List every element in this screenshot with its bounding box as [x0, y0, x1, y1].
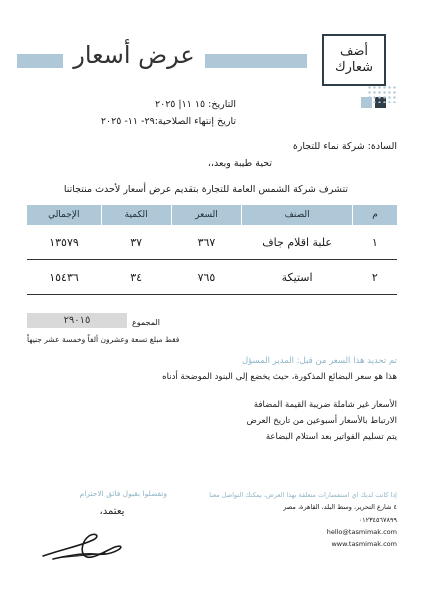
date-block: [101, 96, 236, 130]
expiry-date: تاريخ إنتهاء الصلاحية:٢٩- ١١- ٢٠٢٥: [100, 116, 236, 127]
col-header-total: الإجمالي: [27, 205, 101, 225]
logo-line-1: أضف: [339, 44, 369, 59]
row-item: علبة اقلام جاف: [242, 225, 353, 260]
recipient: السادة: شركة نماء للتجارة: [292, 141, 397, 152]
contact-email: hello@tasmimak.com: [326, 527, 397, 536]
condition-item: الارتباط بالأسعار أسبوعين من تاريخ العرض: [246, 416, 397, 426]
price-set-by: تم تحديد هذا السعر من قبل: المدير المسؤل: [241, 356, 397, 366]
closing-respect: وتفضلوا بقبول فائق الاحترام: [79, 489, 167, 498]
row-item: استيكة: [242, 260, 353, 295]
col-header-price: السعر: [171, 205, 241, 225]
logo-placeholder: [322, 34, 386, 86]
logo-line-2: شعارك: [334, 60, 374, 75]
signature-image: [35, 528, 135, 566]
row-number: ٢: [353, 260, 397, 295]
header-right-bar: [205, 54, 307, 68]
row-number: ١: [353, 225, 397, 260]
total-in-words: فقط مبلغ تسعة وعشرون ألفاً وخمسة عشر جنيهاً: [27, 335, 180, 344]
contact-address: ٤ شارع التحرير، وسط البلد، القاهرة، مصر: [283, 503, 397, 512]
closing-block: [27, 489, 167, 517]
total-label: المجموع: [132, 318, 160, 327]
contact-phone: ٠١٢٣٤٥٦٧٨٩٩: [358, 515, 397, 524]
col-header-item: الصنف: [242, 205, 353, 225]
dot-pattern: [367, 85, 397, 103]
table-row: [27, 225, 397, 260]
header-left-bar: [17, 54, 63, 68]
contact-block: [209, 489, 397, 550]
row-quantity: ٣٤: [101, 260, 171, 295]
col-header-quantity: الكمية: [101, 205, 171, 225]
conditions-block: [162, 353, 397, 445]
conditions-note: هذا هو سعر البضائع المذكورة، حيث يخضع إلى البنود الموضحة أدناه: [162, 372, 397, 382]
row-total: ١٥٤٣٦: [27, 260, 101, 295]
issue-date: التاريخ: ١٥ ١١| ٢٠٢٥: [154, 99, 236, 110]
row-price: ٣٦٧: [171, 225, 241, 260]
greeting: تحية طيبة وبعد،،: [207, 158, 272, 169]
items-table: [27, 205, 397, 295]
condition-item: يتم تسليم الفواتير بعد استلام البضاعة: [265, 432, 397, 442]
total-value: ٢٩٠١٥: [27, 313, 127, 328]
row-total: ١٣٥٧٩: [27, 225, 101, 260]
row-quantity: ٣٧: [101, 225, 171, 260]
table-header-row: [27, 205, 397, 225]
page-title: عرض أسعار: [73, 41, 195, 69]
contact-website: www.tasmimak.com: [331, 540, 397, 549]
table-row: [27, 260, 397, 295]
condition-item: الأسعار غير شاملة ضريبة القيمة المضافة: [253, 400, 397, 410]
col-header-number: م: [353, 205, 397, 225]
row-price: ٧٦٥: [171, 260, 241, 295]
approved-label: يعتمد،: [99, 506, 125, 517]
contact-intro: إذا كانت لديك اي استفسارات متعلقة بهذا العرض، يمكنك التواصل معنا: [209, 491, 397, 499]
intro-text: تتشرف شركة الشمس العامة للتجارة بتقديم عرض أسعار لأحدث منتجاتنا: [63, 184, 348, 195]
